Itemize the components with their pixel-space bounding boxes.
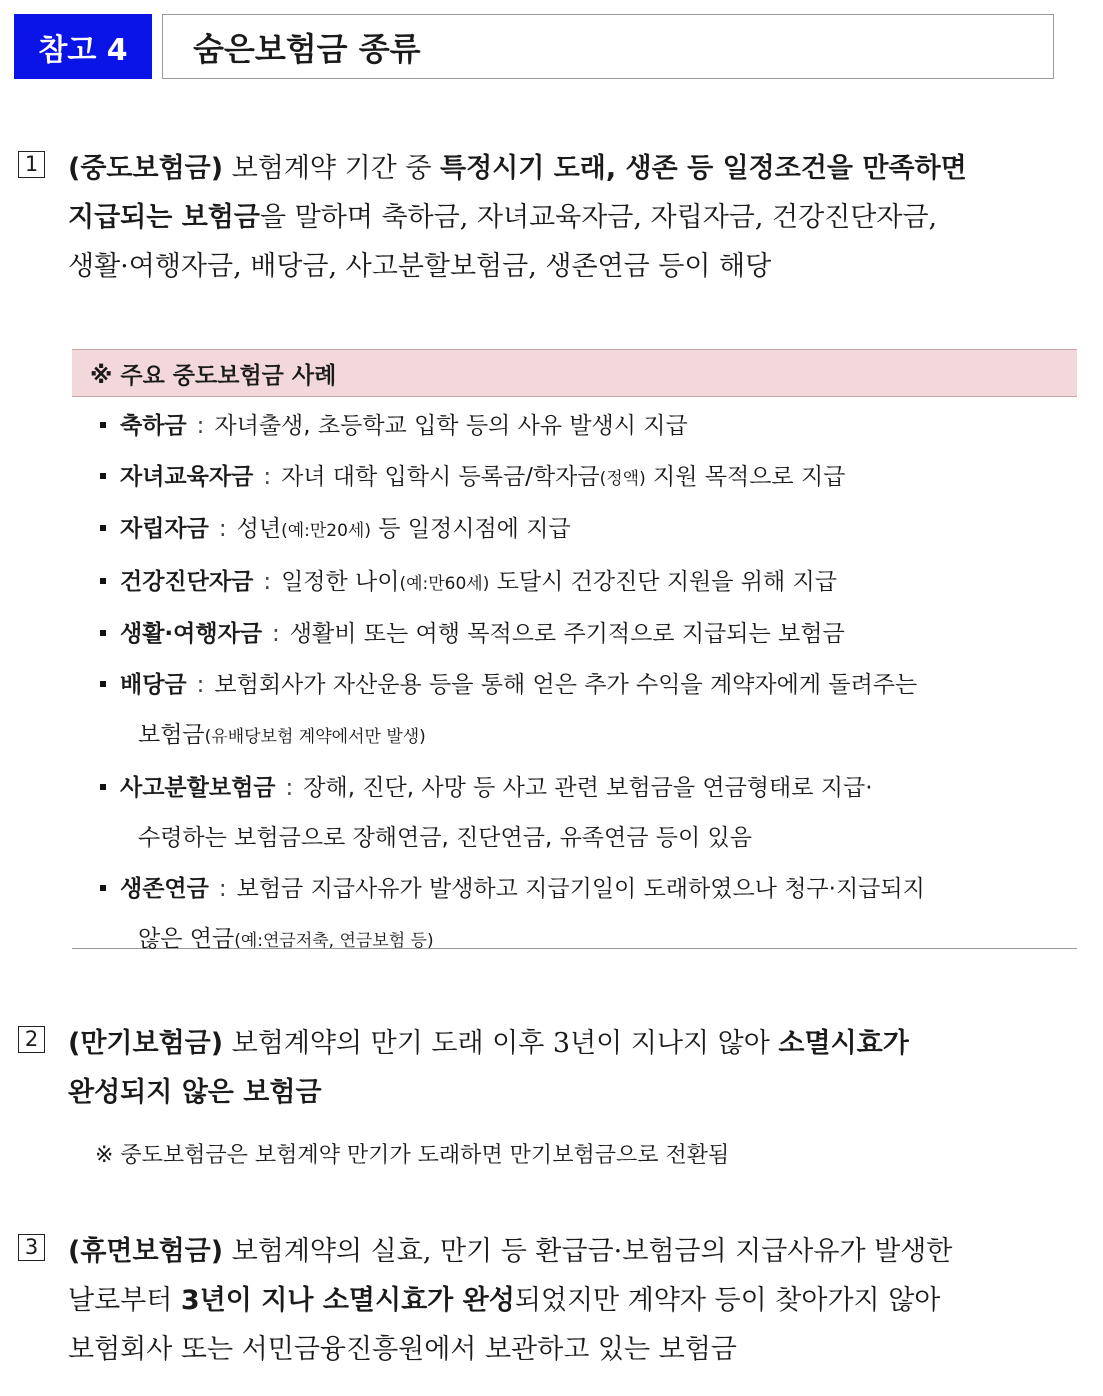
example-term: 사고분할보험금: [120, 774, 276, 801]
bullet-icon: [100, 578, 106, 584]
section-line: [68, 1068, 1088, 1117]
body-text: 을 말하며 축하금, 자녀교육자금, 자립자금, 건강진단자금,: [259, 202, 938, 233]
reference-tag: [14, 14, 152, 79]
midterm-examples-box: [72, 349, 1077, 952]
section-line: [68, 242, 1088, 291]
example-description: 장해, 진단, 사망 등 사고 관련 보험금을 연금형태로 지급·: [303, 774, 873, 801]
example-continuation: [120, 813, 1069, 864]
continuation-note: (예:연금저축, 연금보험 등): [234, 931, 434, 951]
body-text: 보험회사 또는 서민금융진흥원에서 보관하고 있는 보험금: [68, 1334, 737, 1365]
example-item: [72, 557, 1077, 610]
bullet-icon: [100, 525, 106, 531]
example-description: 자녀 대학 입학시 등록금/학자금: [281, 463, 600, 490]
emphasis-text: (휴면보험금): [68, 1236, 224, 1267]
body-text: 보험계약 기간 중: [223, 153, 440, 184]
continuation-text: 보험금: [138, 722, 205, 748]
example-item: [72, 504, 1077, 557]
body-text: 보험계약의 실효, 만기 등 환급금·보험금의 지급사유가 발생한: [223, 1236, 953, 1267]
emphasis-text: 3년이 지나 소멸시효가 완성: [180, 1285, 515, 1316]
separator: :: [218, 516, 227, 542]
body-text: 보험계약의 만기 도래 이후 3년이 지나지 않아: [223, 1028, 779, 1059]
continuation-note: (유배당보험 계약에서만 발생): [204, 727, 426, 747]
separator: :: [196, 413, 205, 439]
example-continuation: [120, 914, 1069, 967]
section-line: [68, 193, 1088, 242]
body-text: 생활·여행자금, 배당금, 사고분할보험금, 생존연금 등이 해당: [68, 251, 772, 282]
example-note: (예:만60세): [399, 573, 490, 594]
example-term: 배당금: [120, 671, 187, 698]
continuation-text: 수령하는 보험금으로 장해연금, 진단연금, 유족연금 등이 있음: [138, 825, 752, 851]
example-item: [72, 763, 1077, 864]
example-description: 생활비 또는 여행 목적으로 주기적으로 지급되는 보험금: [289, 621, 845, 647]
example-term: 건강진단자금: [120, 568, 254, 595]
example-term: 축하금: [120, 413, 187, 439]
examples-header: ※ 주요 중도보험금 사례: [72, 349, 1077, 397]
reference-tag-label: 참고 4: [38, 32, 128, 68]
page-title-box: [162, 14, 1054, 79]
body-text: 되었지만 계약자 등이 찾아가지 않아: [514, 1285, 941, 1316]
section-line: [68, 1019, 1088, 1068]
bullet-icon: [100, 885, 106, 891]
example-description-tail: 도달시 건강진단 지원을 위해 지급: [489, 568, 837, 595]
section-midterm-insurance: [18, 144, 1088, 291]
example-item: [72, 452, 1077, 505]
section-dormant-insurance: [18, 1227, 1088, 1374]
separator: :: [196, 671, 205, 698]
example-note: (예:만20세): [281, 521, 371, 541]
emphasis-text: 특정시기 도래, 생존 등 일정조건을 만족하면: [440, 153, 967, 184]
bullet-icon: [100, 681, 106, 687]
bullet-icon: [100, 422, 106, 428]
bullet-icon: [100, 473, 106, 479]
section-line: [68, 144, 1088, 193]
example-item: [72, 609, 1077, 660]
bullet-icon: [100, 630, 106, 636]
maturity-note: ※ 중도보험금은 보험계약 만기가 도래하면 만기보험금으로 전환됨: [95, 1143, 730, 1168]
section-text: [68, 144, 1088, 291]
example-note: (정액): [599, 468, 646, 489]
continuation-text: 않은 연금: [138, 926, 235, 952]
section-text: [68, 1019, 1088, 1117]
example-term: 자립자금: [120, 516, 209, 542]
section-text: [68, 1227, 1088, 1374]
emphasis-text: (만기보험금): [68, 1028, 224, 1059]
emphasis-text: 지급되는 보험금: [68, 202, 260, 233]
emphasis-text: (중도보험금): [68, 153, 224, 184]
bullet-icon: [100, 784, 106, 790]
example-item: [72, 864, 1077, 967]
example-description-tail: 등 일정시점에 지급: [370, 516, 571, 542]
examples-list: [72, 397, 1077, 967]
section-line: [68, 1325, 1088, 1374]
separator: :: [272, 621, 280, 647]
separator: :: [285, 774, 294, 801]
section-line: [68, 1276, 1088, 1325]
example-description-tail: 지원 목적으로 지급: [645, 463, 846, 490]
separator: :: [218, 875, 227, 902]
body-text: 날로부터: [68, 1285, 181, 1316]
emphasis-text: 소멸시효가: [778, 1028, 909, 1059]
separator: :: [263, 463, 272, 490]
example-item: [72, 660, 1077, 763]
section-number-box: 3: [18, 1234, 45, 1261]
section-line: [68, 1227, 1088, 1276]
section-number-box: 1: [18, 151, 45, 178]
section-maturity-insurance: [18, 1019, 1088, 1117]
example-term: 자녀교육자금: [120, 463, 254, 490]
example-description: 일정한 나이: [281, 568, 400, 595]
example-term: 생존연금: [120, 875, 209, 902]
example-description: 자녀출생, 초등학교 입학 등의 사유 발생시 지급: [214, 413, 688, 439]
example-description: 성년: [236, 516, 282, 542]
section-number-box: 2: [18, 1026, 45, 1053]
emphasis-text: 완성되지 않은 보험금: [68, 1077, 322, 1108]
separator: :: [263, 568, 272, 595]
page-title: 숨은보험금 종류: [193, 29, 421, 68]
example-continuation: [120, 710, 1069, 763]
example-description: 보험회사가 자산운용 등을 통해 얻은 추가 수익을 계약자에게 돌려주는: [214, 671, 918, 698]
example-item: [72, 401, 1077, 452]
example-term: 생활·여행자금: [120, 621, 263, 647]
example-description: 보험금 지급사유가 발생하고 지급기일이 도래하였으나 청구·지급되지: [236, 875, 925, 902]
